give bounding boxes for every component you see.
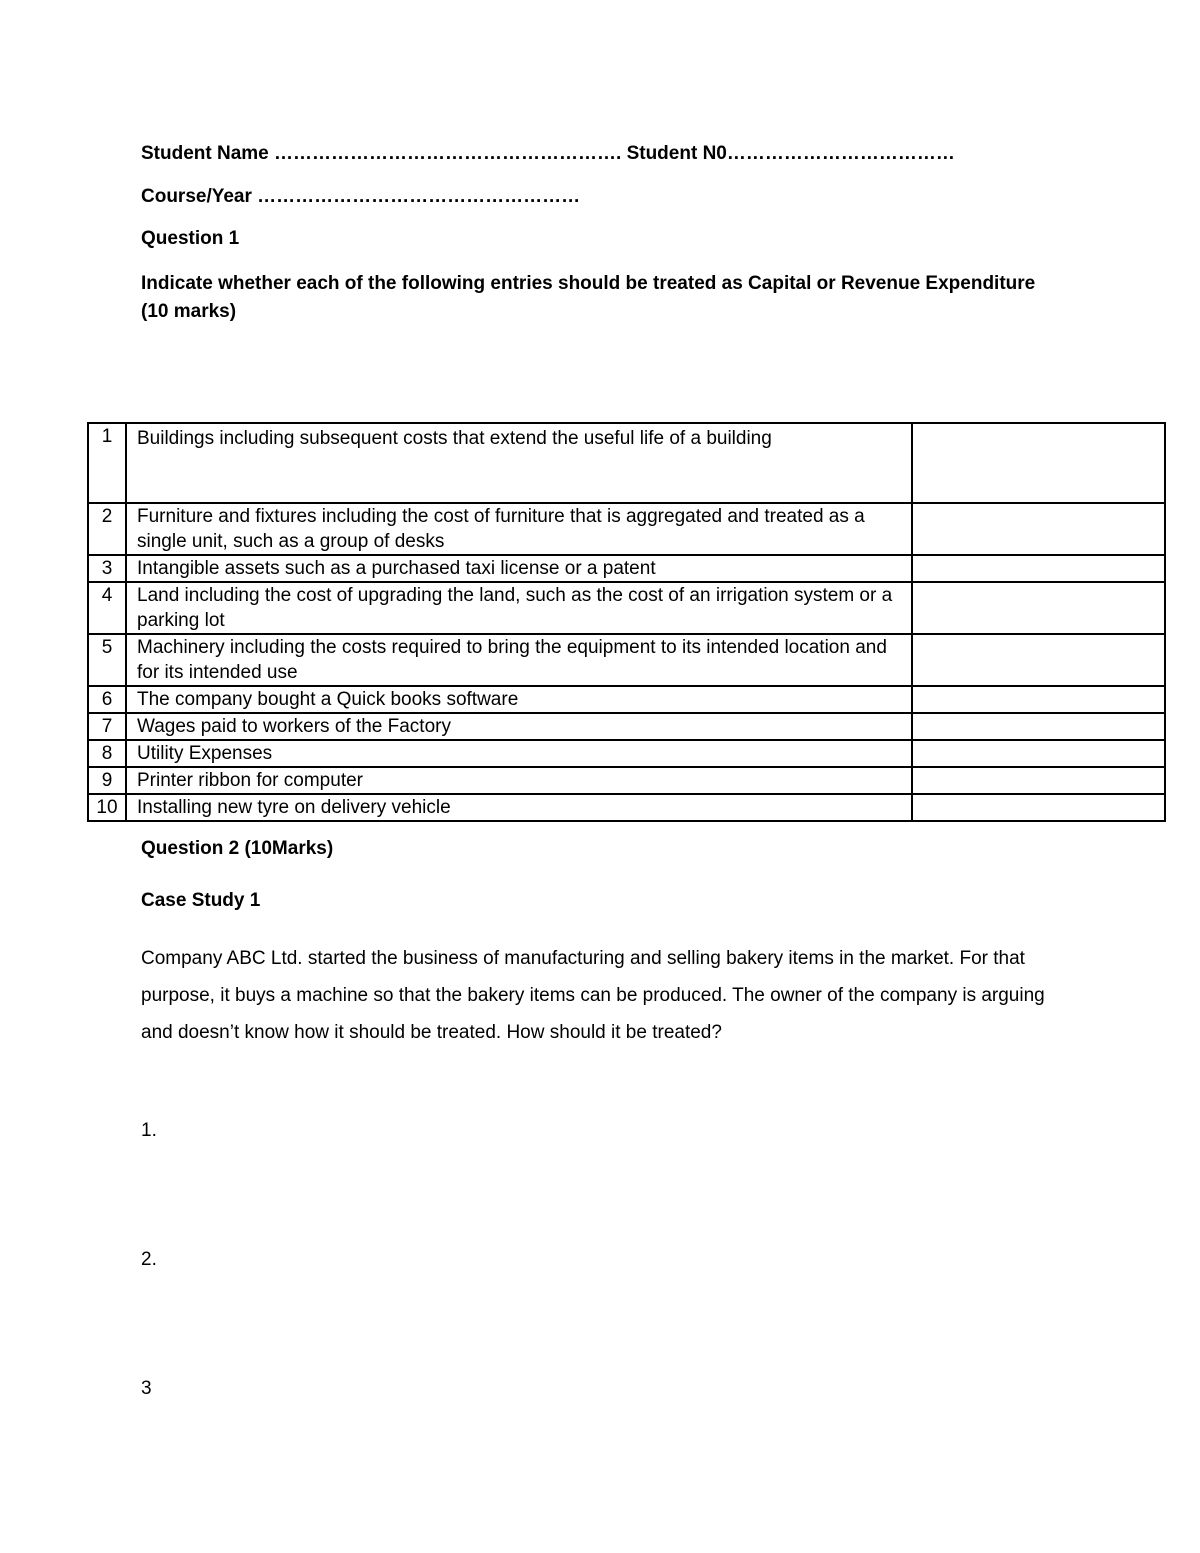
row-number: 3	[88, 555, 126, 582]
student-name-line: Student Name ………………………………………………. Student N0………………………………	[141, 143, 955, 164]
row-description: Installing new tyre on delivery vehicle	[126, 794, 912, 821]
table-row	[88, 713, 1165, 740]
row-description: Furniture and fixtures including the cost of furniture that is aggregated and treated as a single unit, such as a group of desks	[126, 503, 912, 555]
answer-item-3: 3	[141, 1378, 152, 1399]
row-number: 1	[88, 423, 126, 503]
row-description: Intangible assets such as a purchased taxi license or a patent	[126, 555, 912, 582]
table-row	[88, 686, 1165, 713]
row-number: 6	[88, 686, 126, 713]
row-number: 4	[88, 582, 126, 634]
row-answer-cell[interactable]	[912, 794, 1165, 821]
row-number: 10	[88, 794, 126, 821]
case-study-text: Company ABC Ltd. started the business of manufacturing and selling bakery items in the market. For that purpose, it buys a machine so that the bakery items can be produced. The owner of the company is arguing and doesn’t know how it should be treated. How should it be treated?	[141, 948, 1045, 1043]
row-number: 9	[88, 767, 126, 794]
answer-item-1: 1.	[141, 1120, 157, 1141]
question-1-title: Question 1	[141, 228, 240, 249]
table-row	[88, 423, 1165, 503]
row-answer-cell[interactable]	[912, 582, 1165, 634]
row-answer-cell[interactable]	[912, 686, 1165, 713]
row-description: Land including the cost of upgrading the land, such as the cost of an irrigation system or a parking lot	[126, 582, 912, 634]
question-1-instruction: Indicate whether each of the following entries should be treated as Capital or Revenue Expenditure (10 marks)	[141, 273, 1036, 322]
table-row	[88, 767, 1165, 794]
row-answer-cell[interactable]	[912, 767, 1165, 794]
row-answer-cell[interactable]	[912, 713, 1165, 740]
course-year-line: Course/Year ……………………………………………	[141, 186, 581, 207]
table-row	[88, 503, 1165, 555]
row-answer-cell[interactable]	[912, 555, 1165, 582]
row-number: 2	[88, 503, 126, 555]
row-description: Buildings including subsequent costs that extend the useful life of a building	[126, 423, 912, 503]
table-row	[88, 634, 1165, 686]
row-description: Machinery including the costs required to bring the equipment to its intended location and for its intended use	[126, 634, 912, 686]
table-row	[88, 740, 1165, 767]
row-answer-cell[interactable]	[912, 740, 1165, 767]
row-description: The company bought a Quick books software	[126, 686, 912, 713]
entries-table	[87, 422, 1166, 822]
row-description: Utility Expenses	[126, 740, 912, 767]
case-study-title: Case Study 1	[141, 890, 261, 911]
table-row	[88, 555, 1165, 582]
question-2-title: Question 2 (10Marks)	[141, 838, 334, 859]
answer-item-2: 2.	[141, 1249, 157, 1270]
row-description: Wages paid to workers of the Factory	[126, 713, 912, 740]
row-description: Printer ribbon for computer	[126, 767, 912, 794]
row-answer-cell[interactable]	[912, 423, 1165, 503]
row-number: 5	[88, 634, 126, 686]
table-row	[88, 582, 1165, 634]
row-number: 7	[88, 713, 126, 740]
row-answer-cell[interactable]	[912, 503, 1165, 555]
row-number: 8	[88, 740, 126, 767]
row-answer-cell[interactable]	[912, 634, 1165, 686]
table-row	[88, 794, 1165, 821]
